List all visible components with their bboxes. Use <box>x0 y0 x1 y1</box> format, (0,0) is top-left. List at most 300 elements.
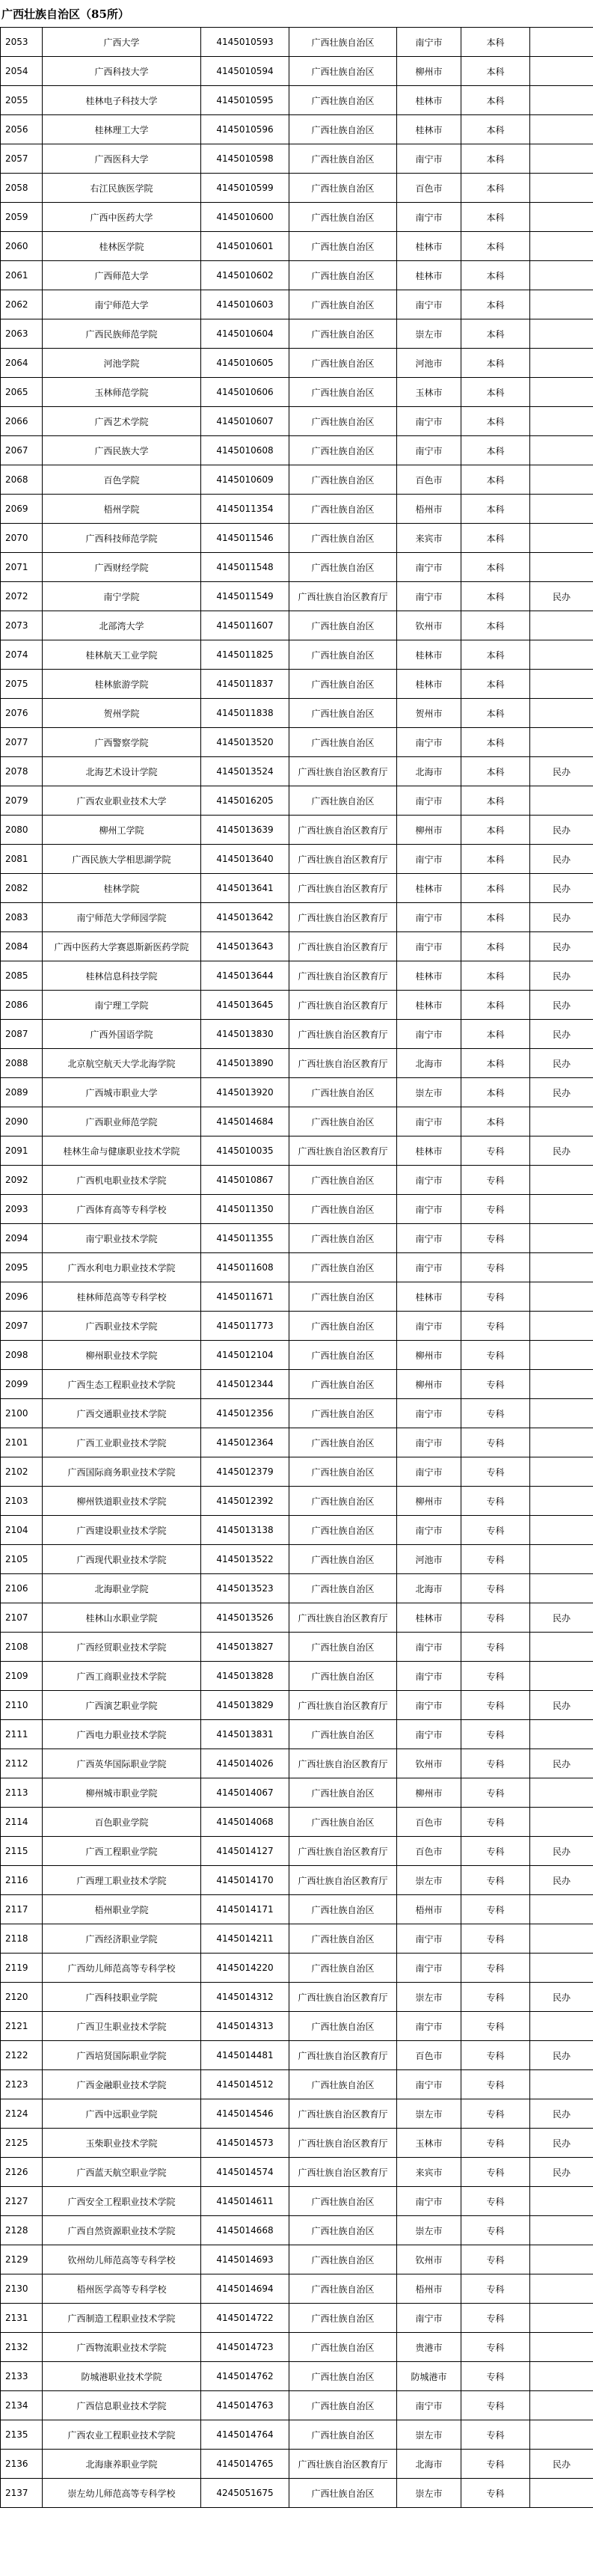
note-cell <box>530 1457 593 1487</box>
table-row <box>1 1749 593 1778</box>
row-number-cell: 2073 <box>1 611 43 640</box>
note-cell <box>530 2362 593 2391</box>
level-cell: 专科 <box>461 2479 530 2508</box>
authority-cell: 广西壮族自治区 <box>289 1954 397 1983</box>
row-number-cell: 2135 <box>1 2420 43 2450</box>
table-row <box>1 1778 593 1808</box>
city-cell: 钦州市 <box>397 2245 461 2274</box>
row-number-cell: 2123 <box>1 2070 43 2099</box>
level-cell: 本科 <box>461 86 530 115</box>
school-name-cell: 广西城市职业大学 <box>43 1078 201 1107</box>
school-code-cell: 4145013138 <box>201 1516 289 1545</box>
note-cell: 民办 <box>530 757 593 786</box>
level-cell: 专科 <box>461 2158 530 2187</box>
table-row <box>1 2129 593 2158</box>
row-number-cell: 2087 <box>1 1020 43 1049</box>
level-cell: 本科 <box>461 28 530 57</box>
school-name-cell: 广西科技大学 <box>43 57 201 86</box>
note-cell <box>530 144 593 174</box>
row-number-cell: 2080 <box>1 816 43 845</box>
note-cell <box>530 1399 593 1428</box>
table-row <box>1 2041 593 2070</box>
table-row <box>1 2362 593 2391</box>
level-cell: 本科 <box>461 640 530 670</box>
authority-cell: 广西壮族自治区 <box>289 465 397 495</box>
city-cell: 南宁市 <box>397 903 461 932</box>
school-code-cell: 4145010867 <box>201 1166 289 1195</box>
row-number-cell: 2074 <box>1 640 43 670</box>
school-code-cell: 4145010604 <box>201 319 289 349</box>
level-cell: 专科 <box>461 1370 530 1399</box>
authority-cell: 广西壮族自治区教育厅 <box>289 1136 397 1166</box>
row-number-cell: 2121 <box>1 2012 43 2041</box>
row-number-cell: 2059 <box>1 203 43 232</box>
city-cell: 崇左市 <box>397 2099 461 2129</box>
table-row <box>1 1107 593 1136</box>
level-cell: 专科 <box>461 1924 530 1954</box>
note-cell <box>530 1107 593 1136</box>
level-cell: 专科 <box>461 1691 530 1720</box>
table-row <box>1 1341 593 1370</box>
school-name-cell: 桂林医学院 <box>43 232 201 261</box>
school-code-cell: 4145012104 <box>201 1341 289 1370</box>
level-cell: 本科 <box>461 816 530 845</box>
city-cell: 桂林市 <box>397 232 461 261</box>
school-code-cell: 4145014573 <box>201 2129 289 2158</box>
school-name-cell: 河池学院 <box>43 349 201 378</box>
school-code-cell: 4145014693 <box>201 2245 289 2274</box>
city-cell: 梧州市 <box>397 2274 461 2304</box>
city-cell: 桂林市 <box>397 261 461 290</box>
row-number-cell: 2086 <box>1 991 43 1020</box>
school-code-cell: 4145011546 <box>201 524 289 553</box>
school-code-cell: 4145013644 <box>201 961 289 991</box>
table-row <box>1 961 593 991</box>
school-name-cell: 广西经贸职业技术学院 <box>43 1633 201 1662</box>
authority-cell: 广西壮族自治区 <box>289 1778 397 1808</box>
authority-cell: 广西壮族自治区 <box>289 2012 397 2041</box>
note-cell: 民办 <box>530 1837 593 1866</box>
authority-cell: 广西壮族自治区 <box>289 2362 397 2391</box>
table-row <box>1 2187 593 2216</box>
authority-cell: 广西壮族自治区 <box>289 640 397 670</box>
row-number-cell: 2071 <box>1 553 43 582</box>
level-cell: 本科 <box>461 407 530 436</box>
school-code-cell: 4145011671 <box>201 1282 289 1312</box>
row-number-cell: 2099 <box>1 1370 43 1399</box>
level-cell: 专科 <box>461 1633 530 1662</box>
level-cell: 本科 <box>461 1078 530 1107</box>
city-cell: 南宁市 <box>397 203 461 232</box>
school-name-cell: 南宁师范大学师园学院 <box>43 903 201 932</box>
level-cell: 本科 <box>461 903 530 932</box>
school-name-cell: 广西中医药大学赛恩斯新医药学院 <box>43 932 201 961</box>
city-cell: 南宁市 <box>397 728 461 757</box>
city-cell: 南宁市 <box>397 1924 461 1954</box>
level-cell: 专科 <box>461 1399 530 1428</box>
city-cell: 百色市 <box>397 1837 461 1866</box>
table-row <box>1 174 593 203</box>
authority-cell: 广西壮族自治区教育厅 <box>289 2041 397 2070</box>
row-number-cell: 2085 <box>1 961 43 991</box>
city-cell: 南宁市 <box>397 144 461 174</box>
school-code-cell: 4145013524 <box>201 757 289 786</box>
city-cell: 南宁市 <box>397 582 461 611</box>
school-code-cell: 4145012344 <box>201 1370 289 1399</box>
city-cell: 桂林市 <box>397 86 461 115</box>
school-code-cell: 4145010598 <box>201 144 289 174</box>
row-number-cell: 2113 <box>1 1778 43 1808</box>
note-cell: 民办 <box>530 845 593 874</box>
authority-cell: 广西壮族自治区教育厅 <box>289 903 397 932</box>
table-row <box>1 757 593 786</box>
table-row <box>1 1195 593 1224</box>
row-number-cell: 2132 <box>1 2333 43 2362</box>
authority-cell: 广西壮族自治区教育厅 <box>289 816 397 845</box>
note-cell <box>530 174 593 203</box>
school-name-cell: 广西中医药大学 <box>43 203 201 232</box>
school-code-cell: 4145014026 <box>201 1749 289 1778</box>
row-number-cell: 2054 <box>1 57 43 86</box>
note-cell: 民办 <box>530 903 593 932</box>
row-number-cell: 2078 <box>1 757 43 786</box>
row-number-cell: 2104 <box>1 1516 43 1545</box>
school-code-cell: 4145012379 <box>201 1457 289 1487</box>
level-cell: 专科 <box>461 1983 530 2012</box>
level-cell: 专科 <box>461 1749 530 1778</box>
level-cell: 专科 <box>461 2274 530 2304</box>
note-cell <box>530 319 593 349</box>
city-cell: 桂林市 <box>397 991 461 1020</box>
note-cell: 民办 <box>530 1983 593 2012</box>
table-row <box>1 2245 593 2274</box>
school-code-cell: 4145010606 <box>201 378 289 407</box>
note-cell <box>530 2012 593 2041</box>
school-name-cell: 广西水利电力职业技术学院 <box>43 1253 201 1282</box>
authority-cell: 广西壮族自治区 <box>289 1487 397 1516</box>
level-cell: 本科 <box>461 524 530 553</box>
table-row <box>1 2450 593 2479</box>
row-number-cell: 2120 <box>1 1983 43 2012</box>
school-code-cell: 4145010596 <box>201 115 289 144</box>
authority-cell: 广西壮族自治区教育厅 <box>289 1020 397 1049</box>
level-cell: 专科 <box>461 2304 530 2333</box>
school-code-cell: 4145014512 <box>201 2070 289 2099</box>
city-cell: 南宁市 <box>397 1428 461 1457</box>
level-cell: 专科 <box>461 1778 530 1808</box>
note-cell <box>530 611 593 640</box>
row-number-cell: 2125 <box>1 2129 43 2158</box>
level-cell: 专科 <box>461 2216 530 2245</box>
school-name-cell: 北京航空航天大学北海学院 <box>43 1049 201 1078</box>
note-cell <box>530 1487 593 1516</box>
table-row <box>1 203 593 232</box>
city-cell: 玉林市 <box>397 378 461 407</box>
school-name-cell: 柳州职业技术学院 <box>43 1341 201 1370</box>
level-cell: 专科 <box>461 1603 530 1633</box>
school-name-cell: 广西电力职业技术学院 <box>43 1720 201 1749</box>
row-number-cell: 2061 <box>1 261 43 290</box>
row-number-cell: 2108 <box>1 1633 43 1662</box>
note-cell: 民办 <box>530 991 593 1020</box>
school-code-cell: 4145011773 <box>201 1312 289 1341</box>
school-name-cell: 广西演艺职业学院 <box>43 1691 201 1720</box>
note-cell: 民办 <box>530 2129 593 2158</box>
table-row <box>1 2391 593 2420</box>
school-name-cell: 广西国际商务职业技术学院 <box>43 1457 201 1487</box>
authority-cell: 广西壮族自治区 <box>289 1312 397 1341</box>
school-name-cell: 广西英华国际职业学院 <box>43 1749 201 1778</box>
authority-cell: 广西壮族自治区 <box>289 1545 397 1574</box>
note-cell <box>530 1633 593 1662</box>
city-cell: 南宁市 <box>397 1399 461 1428</box>
table-row <box>1 670 593 699</box>
city-cell: 南宁市 <box>397 553 461 582</box>
authority-cell: 广西壮族自治区 <box>289 407 397 436</box>
note-cell <box>530 1428 593 1457</box>
table-row <box>1 582 593 611</box>
level-cell: 专科 <box>461 1837 530 1866</box>
row-number-cell: 2068 <box>1 465 43 495</box>
row-number-cell: 2100 <box>1 1399 43 1428</box>
authority-cell: 广西壮族自治区 <box>289 349 397 378</box>
school-name-cell: 桂林学院 <box>43 874 201 903</box>
table-row <box>1 2099 593 2129</box>
table-row <box>1 290 593 319</box>
table-row <box>1 436 593 465</box>
city-cell: 柳州市 <box>397 57 461 86</box>
school-code-cell: 4145013831 <box>201 1720 289 1749</box>
level-cell: 专科 <box>461 2129 530 2158</box>
level-cell: 专科 <box>461 2187 530 2216</box>
note-cell: 民办 <box>530 1078 593 1107</box>
row-number-cell: 2062 <box>1 290 43 319</box>
note-cell <box>530 699 593 728</box>
school-code-cell: 4145014068 <box>201 1808 289 1837</box>
table-row <box>1 640 593 670</box>
authority-cell: 广西壮族自治区教育厅 <box>289 2099 397 2129</box>
authority-cell: 广西壮族自治区 <box>289 1078 397 1107</box>
school-name-cell: 桂林理工大学 <box>43 115 201 144</box>
note-cell <box>530 2070 593 2099</box>
row-number-cell: 2097 <box>1 1312 43 1341</box>
authority-cell: 广西壮族自治区教育厅 <box>289 582 397 611</box>
table-row <box>1 2216 593 2245</box>
row-number-cell: 2111 <box>1 1720 43 1749</box>
school-code-cell: 4145010602 <box>201 261 289 290</box>
school-code-cell: 4145010601 <box>201 232 289 261</box>
level-cell: 本科 <box>461 261 530 290</box>
city-cell: 南宁市 <box>397 932 461 961</box>
table-row <box>1 2070 593 2099</box>
school-code-cell: 4145014127 <box>201 1837 289 1866</box>
authority-cell: 广西壮族自治区 <box>289 786 397 816</box>
school-code-cell: 4145012356 <box>201 1399 289 1428</box>
note-cell: 民办 <box>530 874 593 903</box>
city-cell: 梧州市 <box>397 495 461 524</box>
school-name-cell: 广西工商职业技术学院 <box>43 1662 201 1691</box>
school-name-cell: 广西交通职业技术学院 <box>43 1399 201 1428</box>
note-cell <box>530 1720 593 1749</box>
school-code-cell: 4145013642 <box>201 903 289 932</box>
city-cell: 钦州市 <box>397 1749 461 1778</box>
authority-cell: 广西壮族自治区 <box>289 1341 397 1370</box>
city-cell: 崇左市 <box>397 319 461 349</box>
row-number-cell: 2127 <box>1 2187 43 2216</box>
row-number-cell: 2065 <box>1 378 43 407</box>
table-row <box>1 786 593 816</box>
authority-cell: 广西壮族自治区 <box>289 1457 397 1487</box>
table-row <box>1 261 593 290</box>
school-name-cell: 广西农业职业技术大学 <box>43 786 201 816</box>
authority-cell: 广西壮族自治区教育厅 <box>289 1603 397 1633</box>
authority-cell: 广西壮族自治区教育厅 <box>289 845 397 874</box>
level-cell: 专科 <box>461 2070 530 2099</box>
row-number-cell: 2103 <box>1 1487 43 1516</box>
note-cell <box>530 670 593 699</box>
level-cell: 本科 <box>461 436 530 465</box>
note-cell <box>530 728 593 757</box>
school-name-cell: 广西建设职业技术学院 <box>43 1516 201 1545</box>
table-row <box>1 845 593 874</box>
level-cell: 本科 <box>461 757 530 786</box>
level-cell: 本科 <box>461 378 530 407</box>
table-row <box>1 319 593 349</box>
city-cell: 南宁市 <box>397 2070 461 2099</box>
school-code-cell: 4145011548 <box>201 553 289 582</box>
note-cell <box>530 1282 593 1312</box>
school-name-cell: 广西制造工程职业技术学院 <box>43 2304 201 2333</box>
level-cell: 本科 <box>461 932 530 961</box>
note-cell: 民办 <box>530 2099 593 2129</box>
level-cell: 专科 <box>461 2099 530 2129</box>
row-number-cell: 2114 <box>1 1808 43 1837</box>
city-cell: 南宁市 <box>397 1312 461 1341</box>
row-number-cell: 2122 <box>1 2041 43 2070</box>
authority-cell: 广西壮族自治区 <box>289 319 397 349</box>
note-cell <box>530 1224 593 1253</box>
table-row <box>1 1049 593 1078</box>
school-name-cell: 广西民族大学相思湖学院 <box>43 845 201 874</box>
school-code-cell: 4145010609 <box>201 465 289 495</box>
table-row <box>1 553 593 582</box>
city-cell: 桂林市 <box>397 115 461 144</box>
authority-cell: 广西壮族自治区 <box>289 2245 397 2274</box>
table-row <box>1 57 593 86</box>
table-row <box>1 816 593 845</box>
table-row <box>1 349 593 378</box>
school-name-cell: 南宁理工学院 <box>43 991 201 1020</box>
row-number-cell: 2070 <box>1 524 43 553</box>
city-cell: 桂林市 <box>397 1136 461 1166</box>
level-cell: 本科 <box>461 319 530 349</box>
table-row <box>1 2158 593 2187</box>
table-row <box>1 903 593 932</box>
table-row <box>1 932 593 961</box>
row-number-cell: 2083 <box>1 903 43 932</box>
row-number-cell: 2088 <box>1 1049 43 1078</box>
level-cell: 专科 <box>461 1720 530 1749</box>
row-number-cell: 2096 <box>1 1282 43 1312</box>
authority-cell: 广西壮族自治区 <box>289 2333 397 2362</box>
table-row <box>1 874 593 903</box>
city-cell: 来宾市 <box>397 524 461 553</box>
note-cell <box>530 553 593 582</box>
school-name-cell: 广西科技师范学院 <box>43 524 201 553</box>
school-code-cell: 4145011838 <box>201 699 289 728</box>
city-cell: 南宁市 <box>397 407 461 436</box>
school-name-cell: 南宁职业技术学院 <box>43 1224 201 1253</box>
level-cell: 专科 <box>461 1487 530 1516</box>
city-cell: 桂林市 <box>397 1282 461 1312</box>
row-number-cell: 2134 <box>1 2391 43 2420</box>
table-row <box>1 1574 593 1603</box>
level-cell: 本科 <box>461 728 530 757</box>
school-code-cell: 4145014574 <box>201 2158 289 2187</box>
row-number-cell: 2076 <box>1 699 43 728</box>
authority-cell: 广西壮族自治区 <box>289 144 397 174</box>
city-cell: 河池市 <box>397 1545 461 1574</box>
school-code-cell: 4145013829 <box>201 1691 289 1720</box>
note-cell: 民办 <box>530 1136 593 1166</box>
authority-cell: 广西壮族自治区教育厅 <box>289 932 397 961</box>
row-number-cell: 2053 <box>1 28 43 57</box>
school-name-cell: 柳州工学院 <box>43 816 201 845</box>
school-name-cell: 广西信息职业技术学院 <box>43 2391 201 2420</box>
city-cell: 崇左市 <box>397 1983 461 2012</box>
row-number-cell: 2131 <box>1 2304 43 2333</box>
school-name-cell: 广西卫生职业技术学院 <box>43 2012 201 2041</box>
school-code-cell: 4145013920 <box>201 1078 289 1107</box>
authority-cell: 广西壮族自治区 <box>289 2070 397 2099</box>
authority-cell: 广西壮族自治区 <box>289 57 397 86</box>
school-code-cell: 4145011607 <box>201 611 289 640</box>
table-row <box>1 1837 593 1866</box>
school-name-cell: 广西现代职业技术学院 <box>43 1545 201 1574</box>
table-row <box>1 1924 593 1954</box>
school-code-cell: 4145014313 <box>201 2012 289 2041</box>
city-cell: 百色市 <box>397 2041 461 2070</box>
authority-cell: 广西壮族自治区 <box>289 699 397 728</box>
note-cell <box>530 1341 593 1370</box>
city-cell: 南宁市 <box>397 1720 461 1749</box>
table-row <box>1 1720 593 1749</box>
university-table <box>0 27 593 2508</box>
note-cell <box>530 57 593 86</box>
row-number-cell: 2110 <box>1 1691 43 1720</box>
school-code-cell: 4145016205 <box>201 786 289 816</box>
level-cell: 本科 <box>461 786 530 816</box>
city-cell: 南宁市 <box>397 2012 461 2041</box>
school-code-cell: 4145010599 <box>201 174 289 203</box>
city-cell: 南宁市 <box>397 1253 461 1282</box>
city-cell: 柳州市 <box>397 816 461 845</box>
table-row <box>1 524 593 553</box>
school-name-cell: 广西安全工程职业技术学院 <box>43 2187 201 2216</box>
city-cell: 南宁市 <box>397 1691 461 1720</box>
school-code-cell: 4145014171 <box>201 1895 289 1924</box>
authority-cell: 广西壮族自治区 <box>289 553 397 582</box>
authority-cell: 广西壮族自治区教育厅 <box>289 1691 397 1720</box>
authority-cell: 广西壮族自治区 <box>289 1516 397 1545</box>
row-number-cell: 2115 <box>1 1837 43 1866</box>
note-cell <box>530 2274 593 2304</box>
school-name-cell: 广西农业工程职业技术学院 <box>43 2420 201 2450</box>
note-cell: 民办 <box>530 816 593 845</box>
city-cell: 玉林市 <box>397 2129 461 2158</box>
note-cell <box>530 2333 593 2362</box>
row-number-cell: 2056 <box>1 115 43 144</box>
